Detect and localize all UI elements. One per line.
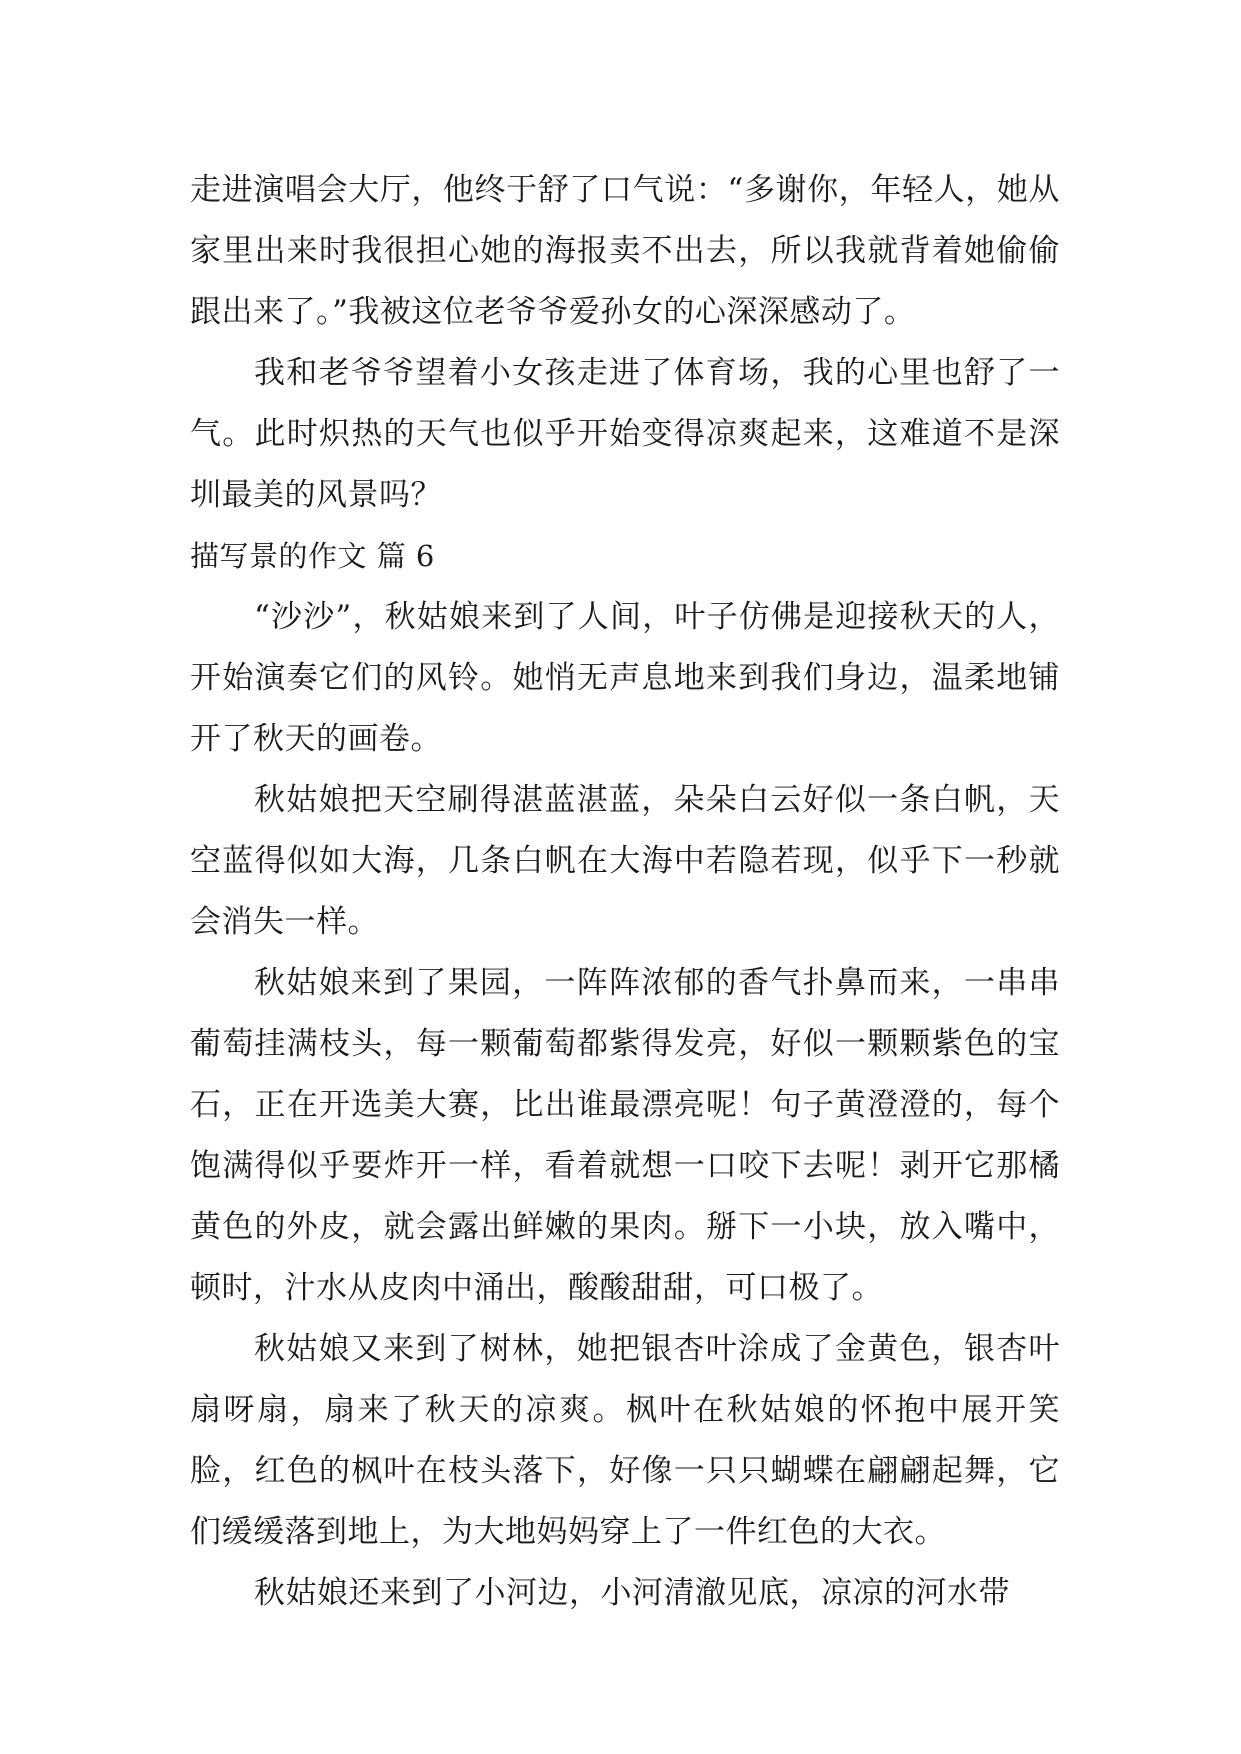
paragraph-6: 秋姑娘又来到了树林，她把银杏叶涂成了金黄色，银杏叶扇呀扇，扇来了秋天的凉爽。枫叶在秋姑娘的怀抱中展开笑脸，红色的枫叶在枝头落下，好像一只只蝴蝶在翩翩起舞，它们缓缓落到地上，为大地妈妈穿上了一件红色的大衣。 (190, 1331, 1060, 1550)
paragraph-5: 秋姑娘来到了果园，一阵阵浓郁的香气扑鼻而来，一串串葡萄挂满枝头，每一颗葡萄都紫得发亮，好似一颗颗紫色的宝石，正在开选美大赛，比出谁最漂亮呢！句子黄澄澄的，每个饱满得似乎要炸开一样，看着就想一口咬下去呢！剥开它那橘黄色的外皮，就会露出鲜嫩的果肉。掰下一小块，放入嘴中，顿时，汁水从皮肉中涌出，酸酸甜甜，可口极了。 (190, 965, 1060, 1306)
paragraph-3: “沙沙”，秋姑娘来到了人间，叶子仿佛是迎接秋天的人，开始演奏它们的风铃。她悄无声息地来到我们身边，温柔地铺开了秋天的画卷。 (190, 599, 1060, 757)
paragraph-1: 走进演唱会大厅，他终于舒了口气说：“多谢你，年轻人，她从家里出来时我很担心她的海报卖不出去，所以我就背着她偷偷跟出来了。”我被这位老爷爷爱孙女的心深深感动了。 (190, 172, 1060, 330)
paragraph-4: 秋姑娘把天空刷得湛蓝湛蓝，朵朵白云好似一条白帆，天空蓝得似如大海，几条白帆在大海中若隐若现，似乎下一秒就会消失一样。 (190, 782, 1060, 940)
document-page (190, 160, 1060, 1624)
section-heading: 描写景的作文 篇 6 (190, 539, 435, 573)
paragraph-2: 我和老爷爷望着小女孩走进了体育场，我的心里也舒了一气。此时炽热的天气也似乎开始变得凉爽起来，这难道不是深圳最美的风景吗？ (190, 355, 1060, 513)
paragraph-7: 秋姑娘还来到了小河边，小河清澈见底，凉凉的河水带 (254, 1575, 1010, 1611)
